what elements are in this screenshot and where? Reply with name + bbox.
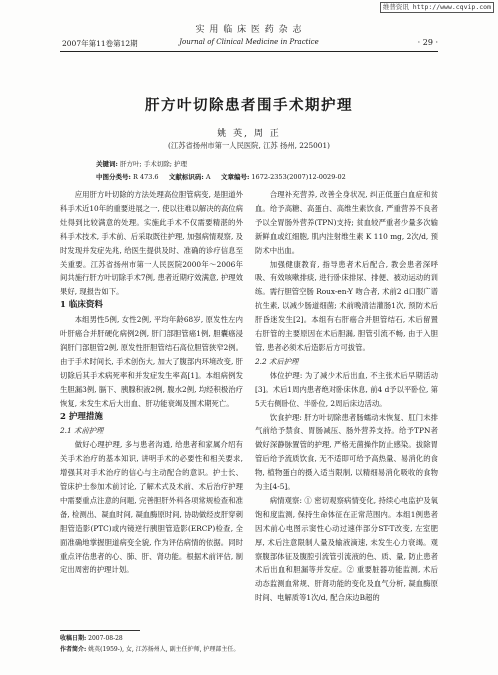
article-title: 肝方叶切除患者围手术期护理 bbox=[145, 97, 353, 114]
position-care-paragraph: 体位护理: 为了减少术后出血, 不主张术后早期活动[3]。术后1周内患者绝对卧床休息, 前4 d予以平卧位, 第5天右侧卧位、半卧位, 2周后床边活动。 bbox=[255, 370, 438, 408]
issue-label: 2007年第11卷第12期 bbox=[62, 39, 138, 48]
author-bio-label: 作者简介: bbox=[60, 646, 87, 653]
article-authors: 姚 英, 周 正 bbox=[217, 129, 281, 139]
classification-line bbox=[96, 172, 346, 181]
article-no-label: 文章编号: bbox=[220, 173, 250, 181]
diet-care-paragraph: 饮食护理: 肝方叶切除患者肠蠕动未恢复、肛门未排气前给予禁食、胃肠减压、肠外营养支持。给予TPN者做好深静脉置管的护理, 严格无菌操作防止感染。拔除胃管后给予流质饮食, 无不适即可给予高热量、易消化的食物, 植物蛋白的摄入适当限制, 以精细易消化吸收的食物为主[4-5]。 bbox=[255, 412, 438, 492]
observation-paragraph: 病情观察: ① 密切观察病情变化, 持续心电监护及氧饱和度监测, 保持生命体征在正常范围内。本组1例患者因术前心电图示窦性心动过速伴部分ST-T改变, 左室肥厚, 术后注意限制人量及输液滴速, 未发生心力衰竭。观察腹部体征及腹腔引流管引流液的色、质、量, 防止患者术后出血和胆漏等并发症。② 重要脏器功能监测, 术后动态监测血常规、肝肾功能的变化及血气分析, 凝血酶原时间、电解质等1次/d, 配合床边B超的 bbox=[255, 495, 438, 603]
received-date bbox=[60, 634, 123, 644]
journal-header bbox=[60, 22, 438, 52]
section-1-heading: 1 临床资料 bbox=[60, 300, 103, 311]
keywords-value: 肝方叶; 手术切除; 护理 bbox=[119, 160, 187, 168]
doc-code-value: A bbox=[205, 173, 211, 181]
journal-title-en: Journal of Clinical Medicine in Practice bbox=[179, 38, 319, 46]
section-1-text: 本组男性5例, 女性2例, 平均年龄68岁, 原发性左内叶肝癌合并肝硬化病例2例, 肝门部胆管癌1例, 胆囊癌浸润肝门部胆管2例, 原发性肝胆管结石高位胆管狭窄2例。由于手术时间长, 手术创伤大, 加大了腹部内环境改变, 肝切除后其手术病死率和并发症发生率高[1]。本组病例发生胆漏3例, 膈下、胰腺积液2例, 腹水2例, 均经积极治疗恢复, 未发生术后大出血、肝功能衰竭及围术期死亡。 bbox=[60, 315, 243, 408]
doc-code-label: 文献标识码: bbox=[168, 173, 204, 181]
header-rule bbox=[60, 51, 438, 52]
nutrition-paragraph: 合理补充营养, 改善全身状况, 纠正低蛋白血症和贫血。给予高糖、高蛋白、高维生素饮食, 严重营养不良者予以全胃肠外营养(TPN)支持; 贫血较严重者少量多次输新鲜血或红细胞, 肌内注射维生素 K 110 mg, 2次/d, 预防术中出血。 bbox=[255, 190, 438, 255]
author-bio bbox=[60, 645, 239, 655]
health-education-paragraph: 加强健康教育, 指导患者术后配合, 教会患者深呼吸、有效咳嗽排痰, 进行卧床排尿、排便、被动运动的训练。需行胆管空肠 Roux-en-Y 吻合者, 术前2 d口服广谱抗生素, 以减少肠道细菌; 术前晚清洁灌肠1次, 预防术后肝昏迷发生[2]。本组有右肝癌合并胆管结石, 术后留置右肝管的主要原因在术后胆漏, 胆管引流不畅, 由于入胆管, 患者必须术后造影后方可拔管。 bbox=[255, 259, 438, 352]
keywords-line bbox=[96, 159, 187, 168]
subsection-2-1-text: 做好心理护理, 多与患者沟通, 给患者和家属介绍有关手术治疗的基本知识, 讲明手术的必要性和相关要求, 增强其对手术治疗的信心与主动配合的意识。护士长、管床护士参加术前讨论, 了解术式及术前、术后治疗护理中需要重点注意的问题, 完善胆肝外科各项常规检查和准备, 检测出、凝血时间, 凝血酶原时间, 协助做经皮肝穿刺胆管造影(PTC)或内镜逆行胰胆管造影(ERCP)检查, 全面准确地掌握胆道病变全貌, 作为评估病情的依据。同时重点评估患者的心、肺、肝、肾功能。根据术前评估, 制定出周密的护理计划。 bbox=[60, 440, 243, 575]
left-column bbox=[60, 188, 243, 577]
section-2-heading: 2 护理措施 bbox=[60, 411, 103, 422]
clc-value: R 473.6 bbox=[132, 173, 159, 181]
watermark-stamp: 维普资讯 http://www.cqvip.com bbox=[380, 2, 494, 13]
subsection-2-1-heading: 2.1 术前护理 bbox=[60, 426, 104, 436]
clc-label: 中图分类号: bbox=[96, 173, 131, 181]
intro-paragraph: 应用肝方叶切除的方法处理高位胆管病变, 是胆道外科手术近10年的重要进展之一, 使以往难以解决的高位病灶得到比较满意的处理。实施此手术不仅需要精湛的外科手术技术, 手术前、后采取既往护理, 加强病情观察, 及时发现并发症先兆, 给医生提供及时、准确的诊疗信息至关重要。江苏省扬州市第一人民医院2000年～2006年间共施行肝方叶切除手术7例, 患者近期疗效满意, 护理效果好, 现报告如下。 bbox=[60, 190, 243, 297]
author-bio-value: 姚英(1959-), 女, 江苏扬州人, 副主任护师, 护理部主任。 bbox=[88, 646, 240, 653]
article-affiliation: (江苏省扬州市第一人民医院, 江苏 扬州, 225001) bbox=[168, 141, 330, 150]
article-no-value: 1672-2353(2007)12-0029-02 bbox=[251, 173, 346, 181]
keywords-label: 关键词: bbox=[96, 160, 118, 168]
received-label: 收稿日期: bbox=[60, 635, 87, 642]
footnote-rule bbox=[60, 630, 140, 631]
right-column bbox=[255, 188, 438, 605]
journal-title-cn: 实 用 临 床 医 药 杂 志 bbox=[195, 25, 303, 35]
received-value: 2007-08-28 bbox=[88, 635, 123, 642]
page-number: · 29 · bbox=[417, 38, 438, 47]
subsection-2-2-heading: 2.2 术后护理 bbox=[255, 356, 299, 366]
